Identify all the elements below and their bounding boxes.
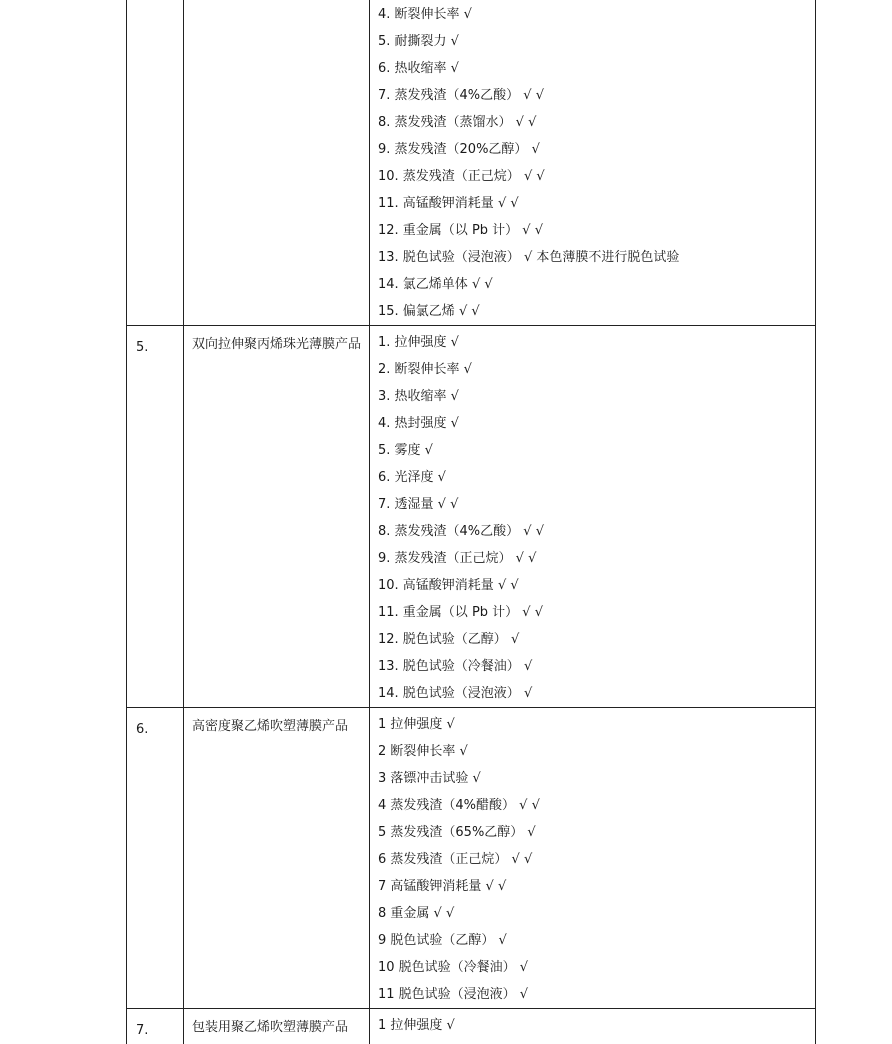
- test-item: 6. 热收缩率 √: [378, 61, 459, 76]
- test-item: 11 脱色试验（浸泡液） √: [378, 987, 529, 1002]
- table-row: [126, 326, 816, 708]
- inspection-items-table: [126, 0, 816, 1044]
- row-number: 6.: [126, 708, 183, 1008]
- test-item: 14. 氯乙烯单体 √ √: [378, 277, 493, 292]
- test-item: 3. 热收缩率 √: [378, 389, 459, 404]
- product-name: 包装用聚乙烯吹塑薄膜产品: [183, 1009, 369, 1044]
- test-item: 8 重金属 √ √: [378, 906, 455, 921]
- test-item: 7. 蒸发残渣（4%乙酸） √ √: [378, 88, 544, 103]
- test-item: 7 高锰酸钾消耗量 √ √: [378, 879, 507, 894]
- test-item: 6 蒸发残渣（正己烷） √ √: [378, 852, 533, 867]
- test-item: 8. 蒸发残渣（蒸馏水） √ √: [378, 115, 537, 130]
- test-item: 5 蒸发残渣（65%乙醇） √: [378, 825, 536, 840]
- test-item: 2 断裂伸长率 √: [378, 744, 468, 759]
- test-item: 1. 拉伸强度 √: [378, 335, 459, 350]
- product-name: 双向拉伸聚丙烯珠光薄膜产品: [183, 326, 369, 707]
- table-row: [126, 708, 816, 1009]
- product-name: [183, 0, 369, 325]
- test-item: 13. 脱色试验（冷餐油） √: [378, 659, 533, 674]
- table-row: [126, 1009, 816, 1044]
- test-item: 4. 热封强度 √: [378, 416, 459, 431]
- row-number: [126, 0, 183, 325]
- test-item: 10. 高锰酸钾消耗量 √ √: [378, 578, 519, 593]
- test-item: 14. 脱色试验（浸泡液） √: [378, 686, 533, 701]
- test-item: 2. 断裂伸长率 √: [378, 362, 472, 377]
- test-items-list: [369, 1009, 816, 1044]
- row-number: 5.: [126, 326, 183, 707]
- table-row: [126, 0, 816, 326]
- test-item: 6. 光泽度 √: [378, 470, 446, 485]
- test-item: 1 拉伸强度 √: [378, 717, 455, 732]
- test-item: 10. 蒸发残渣（正己烷） √ √: [378, 169, 545, 184]
- test-item: 11. 高锰酸钾消耗量 √ √: [378, 196, 519, 211]
- row-number: 7.: [126, 1009, 183, 1044]
- test-item: 4 蒸发残渣（4%醋酸） √ √: [378, 798, 540, 813]
- test-item: 5. 雾度 √: [378, 443, 433, 458]
- test-items-list: [369, 0, 816, 325]
- test-item: 12. 重金属（以 Pb 计） √ √: [378, 223, 543, 238]
- test-item: 11. 重金属（以 Pb 计） √ √: [378, 605, 543, 620]
- test-item: 10 脱色试验（冷餐油） √: [378, 960, 529, 975]
- test-item: 9 脱色试验（乙醇） √: [378, 933, 507, 948]
- test-item: 8. 蒸发残渣（4%乙酸） √ √: [378, 524, 544, 539]
- test-item: 5. 耐撕裂力 √: [378, 34, 459, 49]
- test-items-list: [369, 708, 816, 1008]
- product-name: 高密度聚乙烯吹塑薄膜产品: [183, 708, 369, 1008]
- test-item: 12. 脱色试验（乙醇） √: [378, 632, 520, 647]
- test-item: 13. 脱色试验（浸泡液） √ 本色薄膜不进行脱色试验: [378, 250, 680, 265]
- test-item: 9. 蒸发残渣（正己烷） √ √: [378, 551, 537, 566]
- test-item: 15. 偏氯乙烯 √ √: [378, 304, 480, 319]
- test-item: 4. 断裂伸长率 √: [378, 7, 472, 22]
- test-item: 3 落镖冲击试验 √: [378, 771, 481, 786]
- test-item: 9. 蒸发残渣（20%乙醇） √: [378, 142, 540, 157]
- test-item: 1 拉伸强度 √: [378, 1018, 455, 1033]
- test-items-list: [369, 326, 816, 707]
- test-item: 7. 透湿量 √ √: [378, 497, 459, 512]
